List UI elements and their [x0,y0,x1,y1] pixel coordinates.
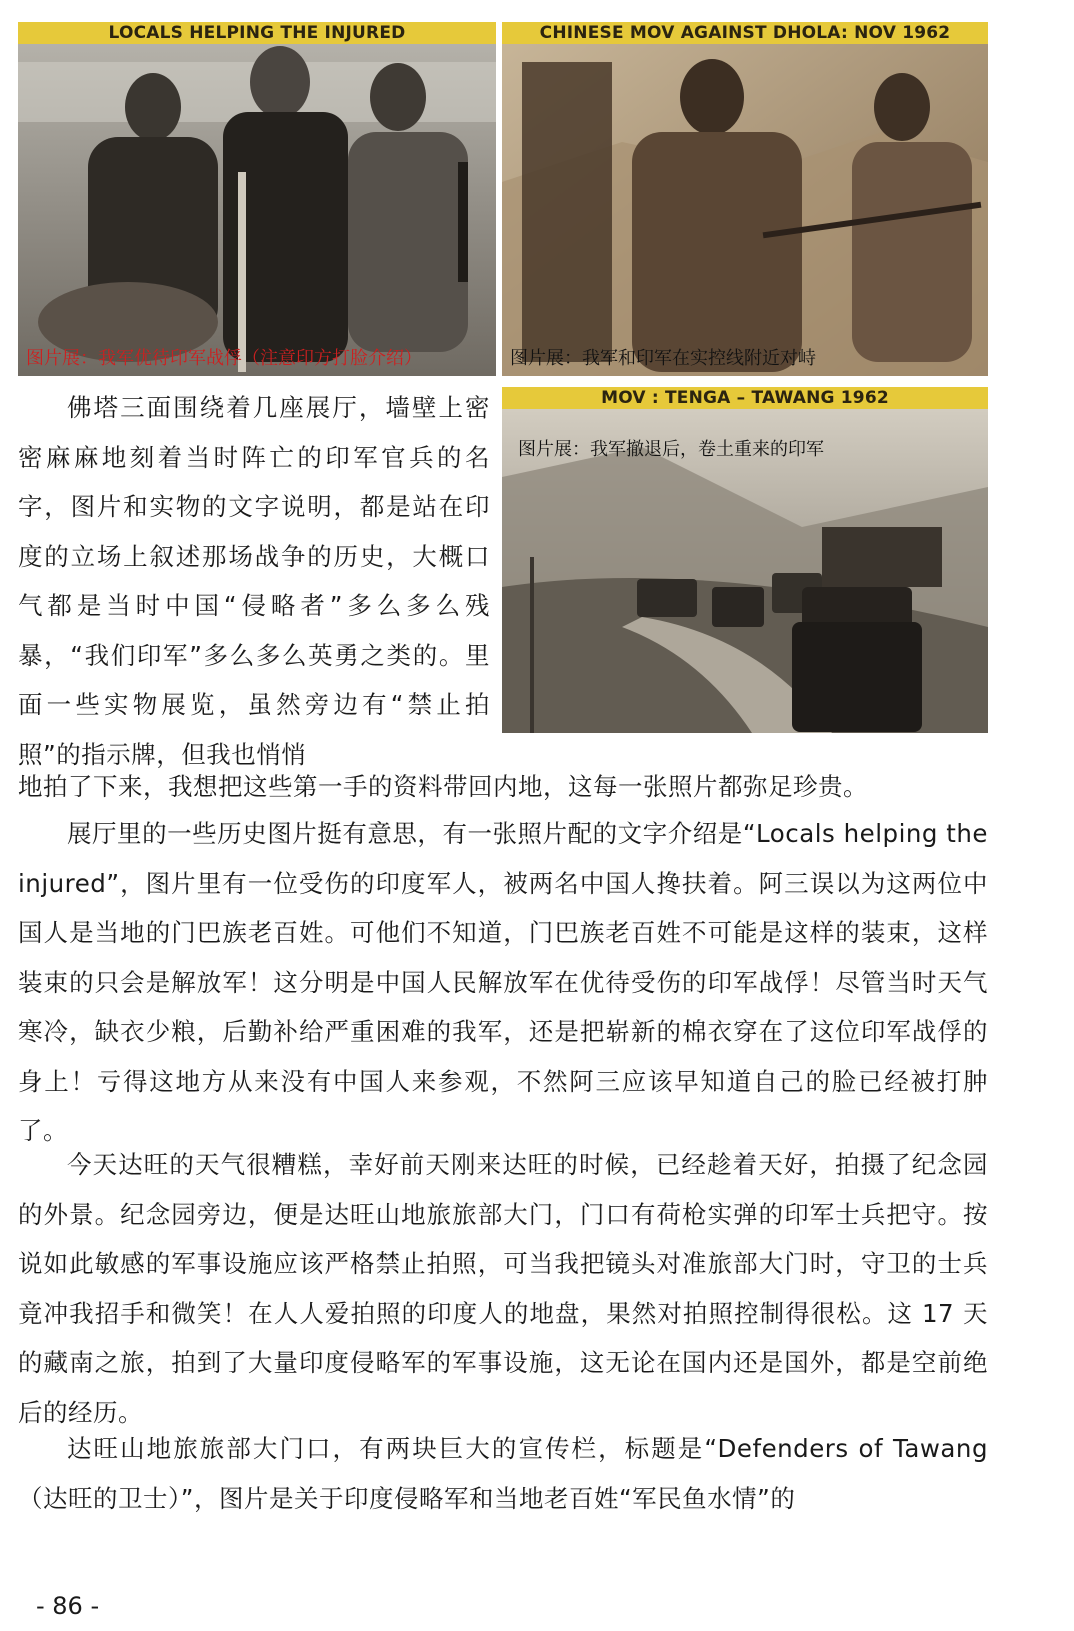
photo-locals-caption: 图片展：我军优待印军战俘（注意印方打脸介绍） [26,348,422,369]
page-number: - 86 - [36,1592,100,1620]
photo-locals-image [18,22,496,376]
photo-dhola-caption: 图片展：我军和印军在实控线附近对峙 [510,348,816,369]
article-paragraph-1-wrap: 佛塔三面围绕着几座展厅，墙壁上密密麻麻地刻着当时阵亡的印军官兵的名字，图片和实物的文字说明，都是站在印度的立场上叙述那场战争的历史，大概口气都是当时中国“侵略者”多么多么残暴，“我们印军”多么多么英勇之类的。里面一些实物展览，虽然旁边有“禁止拍照”的指示牌，但我也悄悄 [18,393,490,769]
article-paragraph-4: 达旺山地旅旅部大门口，有两块巨大的宣传栏，标题是“Defenders of Tawang（达旺的卫士）”，图片是关于印度侵略军和当地老百姓“军民鱼水情”的 [18,1434,988,1513]
photo-dhola-banner: CHINESE MOV AGAINST DHOLA: NOV 1962 [502,22,988,44]
photo-locals-helping-injured [18,22,496,376]
article-paragraph-2: 展厅里的一些历史图片挺有意思，有一张照片配的文字介绍是“Locals helping the injured”，图片里有一位受伤的印度军人，被两名中国人搀扶着。阿三误以为这两位中国人是当地的门巴族老百姓。可他们不知道，门巴族老百姓不可能是这样的装束，这样装束的只会是解放军！这分明是中国人民解放军在优待受伤的印军战俘！尽管当时天气寒冷，缺衣少粮，后勤补给严重困难的我军，还是把崭新的棉衣穿在了这位印军战俘的身上！亏得这地方从来没有中国人来参观，不然阿三应该早知道自己的脸已经被打肿了。 [18,819,988,1145]
photo-dhola-image [502,22,988,376]
photo-tenga-tawang [502,387,988,733]
article-paragraph-1-full: 地拍了下来，我想把这些第一手的资料带回内地，这每一张照片都弥足珍贵。 [18,772,868,801]
photo-tenga-banner: MOV : TENGA – TAWANG 1962 [502,387,988,409]
photo-tenga-caption: 图片展：我军撤退后，卷土重来的印军 [518,439,824,460]
article-paragraph-3: 今天达旺的天气很糟糕，幸好前天刚来达旺的时候，已经趁着天好，拍摄了纪念园的外景。纪念园旁边，便是达旺山地旅旅部大门，门口有荷枪实弹的印军士兵把守。按说如此敏感的军事设施应该严格禁止拍照，可当我把镜头对准旅部大门时，守卫的士兵竟冲我招手和微笑！在人人爱拍照的印度人的地盘，果然对拍照控制得很松。这 17 天的藏南之旅，拍到了大量印度侵略军的军事设施，这无论在国内还是国外，都是空前绝后的经历。 [18,1150,988,1427]
photo-locals-banner: LOCALS HELPING THE INJURED [18,22,496,44]
photo-dhola [502,22,988,376]
